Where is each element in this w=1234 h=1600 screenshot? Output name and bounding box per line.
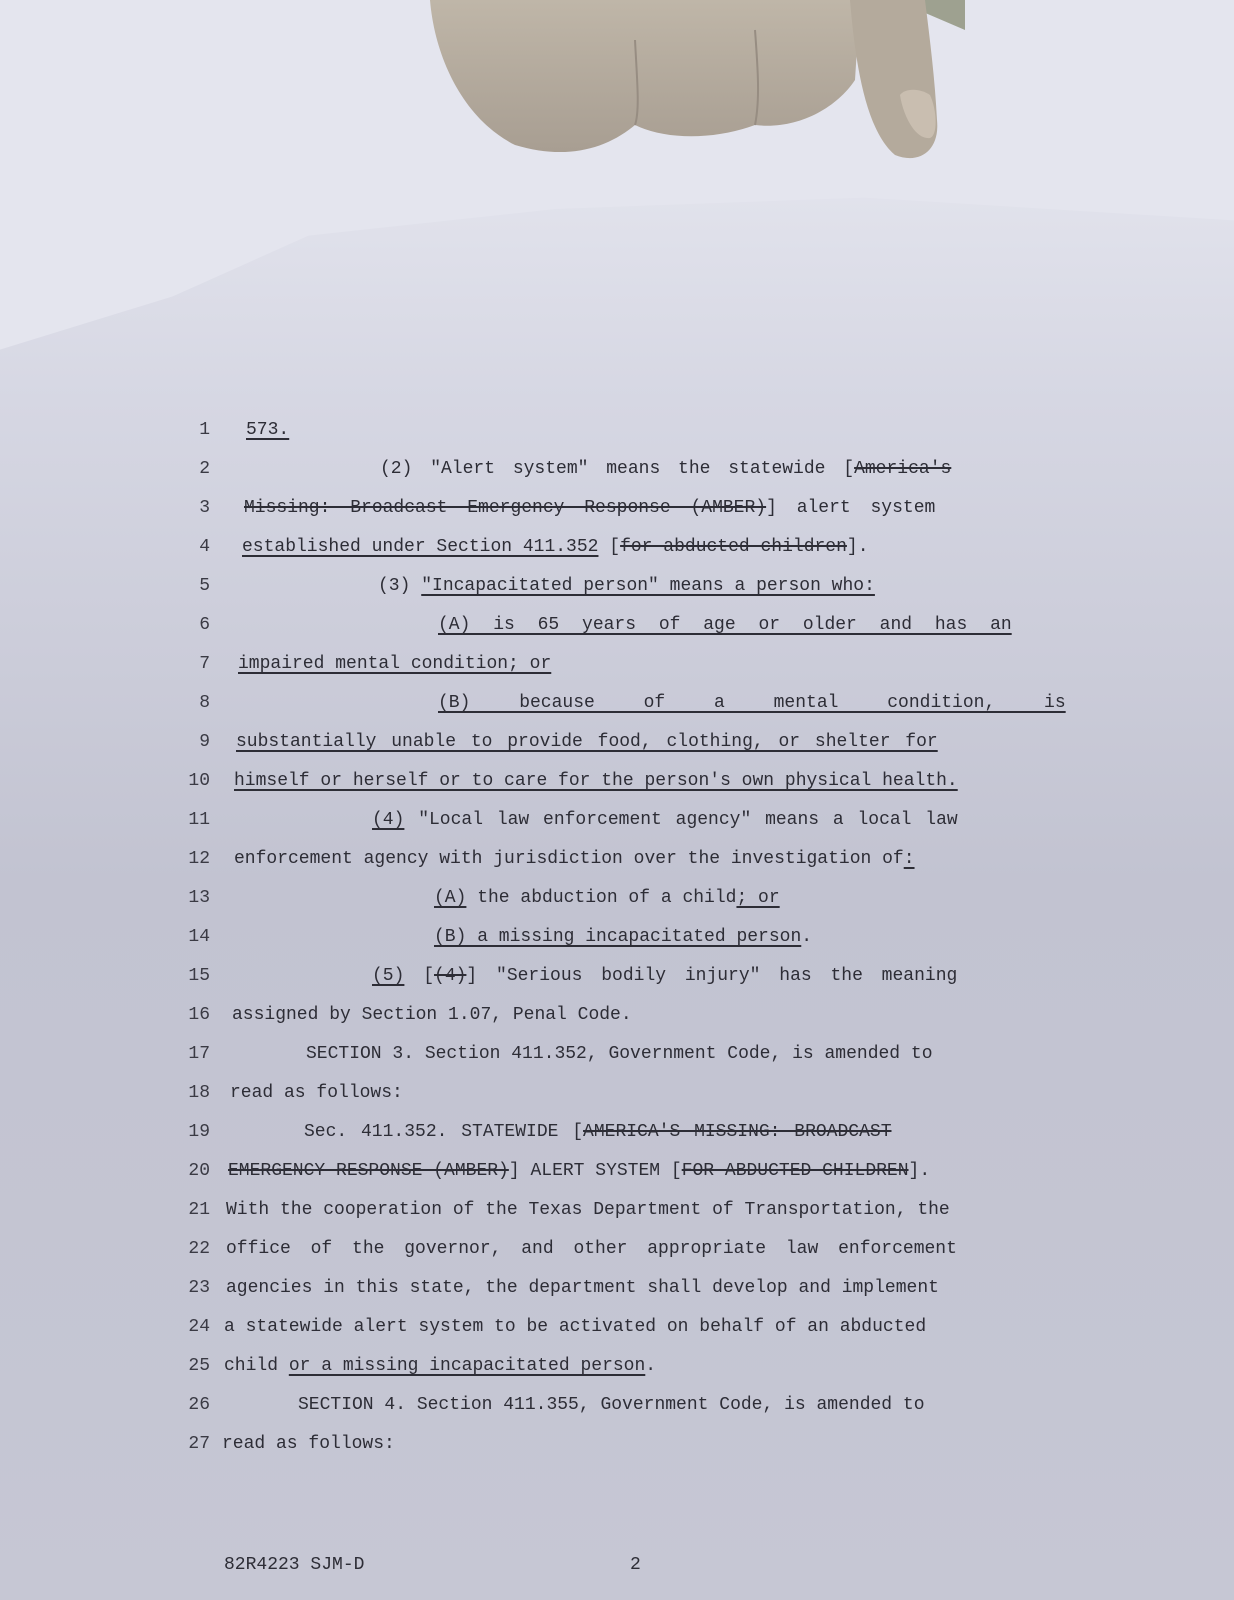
line-number: 6 (199, 615, 210, 635)
line-text: SECTION 3. Section 411.352, Government Code, is amended to (306, 1044, 933, 1064)
line-text: a statewide alert system to be activated on behalf of an abducted (224, 1317, 927, 1337)
bill-line-20 (170, 1161, 1050, 1191)
line-text: (5) [(4)] "Serious bodily injury" has the meaning (372, 966, 958, 986)
line-text: himself or herself or to care for the person's own physical health. (234, 771, 958, 791)
bill-line-5 (170, 576, 1050, 606)
line-text: Sec. 411.352. STATEWIDE [AMERICA'S MISSING: BROADCAST (304, 1122, 892, 1142)
line-number: 13 (188, 888, 210, 908)
line-text: enforcement agency with jurisdiction over the investigation of: (234, 849, 915, 869)
bill-line-13 (170, 888, 1050, 918)
line-number: 10 (188, 771, 210, 791)
line-text: assigned by Section 1.07, Penal Code. (232, 1005, 632, 1025)
line-number: 22 (188, 1239, 210, 1259)
bill-line-23 (170, 1278, 1050, 1308)
line-number: 8 (199, 693, 210, 713)
line-text: (3) "Incapacitated person" means a person who: (378, 576, 875, 596)
line-text: agencies in this state, the department shall develop and implement (226, 1278, 939, 1298)
bill-line-10 (170, 771, 1050, 801)
line-text: (B) because of a mental condition, is (438, 693, 1066, 713)
line-number: 19 (188, 1122, 210, 1142)
line-number: 14 (188, 927, 210, 947)
line-number: 11 (188, 810, 210, 830)
line-number: 16 (188, 1005, 210, 1025)
line-text: substantially unable to provide food, clothing, or shelter for (236, 732, 938, 752)
line-number: 17 (188, 1044, 210, 1064)
line-text: (A) is 65 years of age or older and has an (438, 615, 1012, 635)
bill-line-26 (170, 1395, 1050, 1425)
line-text: (4) "Local law enforcement agency" means a local law (372, 810, 958, 830)
line-number: 18 (188, 1083, 210, 1103)
line-number: 7 (199, 654, 210, 674)
line-text: EMERGENCY RESPONSE (AMBER)] ALERT SYSTEM [FOR ABDUCTED CHILDREN]. (228, 1161, 931, 1181)
bill-line-14 (170, 927, 1050, 957)
line-number: 21 (188, 1200, 210, 1220)
line-text: office of the governor, and other appropriate law enforcement (226, 1239, 957, 1259)
bill-line-6 (170, 615, 1050, 645)
line-number: 24 (188, 1317, 210, 1337)
line-text: (B) a missing incapacitated person. (434, 927, 813, 947)
line-number: 12 (188, 849, 210, 869)
bill-line-17 (170, 1044, 1050, 1074)
bill-line-1 (170, 420, 1050, 450)
bill-line-25 (170, 1356, 1050, 1386)
bill-line-24 (170, 1317, 1050, 1347)
bill-line-11 (170, 810, 1050, 840)
bill-line-15 (170, 966, 1050, 996)
line-text: established under Section 411.352 [for abducted children]. (242, 537, 869, 557)
bill-line-8 (170, 693, 1066, 723)
bill-line-16 (170, 1005, 1050, 1035)
hand-holding-paper (425, 0, 965, 170)
line-number: 5 (199, 576, 210, 596)
bill-line-21 (170, 1200, 1050, 1230)
line-text: SECTION 4. Section 411.355, Government Code, is amended to (298, 1395, 925, 1415)
line-text: read as follows: (222, 1434, 395, 1454)
bill-line-18 (170, 1083, 1050, 1113)
bill-line-2 (170, 459, 1050, 489)
line-text: impaired mental condition; or (238, 654, 552, 674)
line-number: 15 (188, 966, 210, 986)
bill-line-3 (170, 498, 1050, 528)
line-number: 25 (188, 1356, 210, 1376)
bill-line-19 (170, 1122, 1050, 1152)
bill-line-9 (170, 732, 1050, 762)
line-number: 27 (188, 1434, 210, 1454)
document-id: 82R4223 SJM-D (224, 1555, 365, 1575)
line-text: With the cooperation of the Texas Department of Transportation, the (226, 1200, 950, 1220)
line-number: 26 (188, 1395, 210, 1415)
line-number: 9 (199, 732, 210, 752)
line-number: 1 (199, 420, 210, 440)
bill-line-4 (170, 537, 1050, 567)
bill-line-27 (170, 1434, 1050, 1464)
line-number: 3 (199, 498, 210, 518)
line-number: 20 (188, 1161, 210, 1181)
line-text: child or a missing incapacitated person. (224, 1356, 657, 1376)
line-text: read as follows: (230, 1083, 403, 1103)
bill-line-22 (170, 1239, 1050, 1269)
line-number: 23 (188, 1278, 210, 1298)
line-text: (2) "Alert system" means the statewide [America's (380, 459, 952, 479)
page-number: 2 (630, 1555, 641, 1575)
bill-line-7 (170, 654, 1050, 684)
line-text: Missing: Broadcast Emergency Response (AMBER)] alert system (244, 498, 936, 518)
line-text: 573. (246, 420, 290, 440)
line-number: 4 (199, 537, 210, 557)
line-text: (A) the abduction of a child; or (434, 888, 780, 908)
line-number: 2 (199, 459, 210, 479)
bill-line-12 (170, 849, 1050, 879)
